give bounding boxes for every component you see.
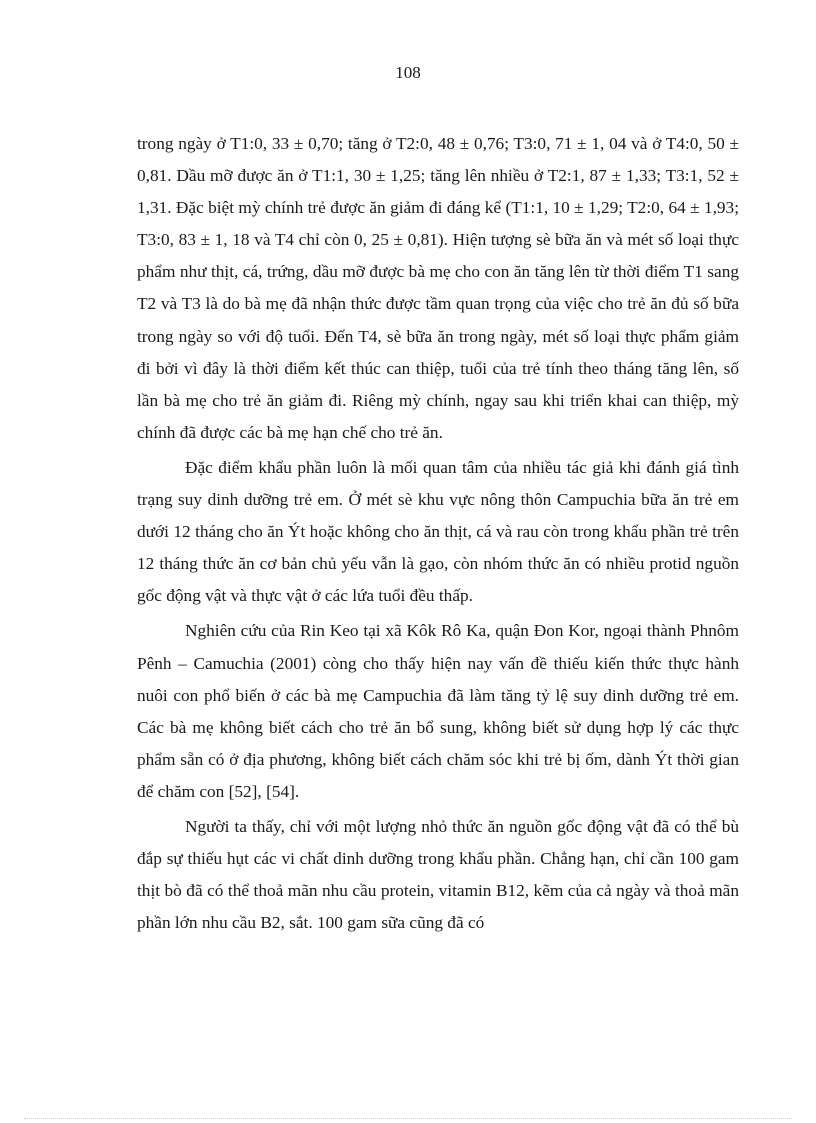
page-number: 108 [395,63,421,82]
paragraph-animal-food: Người ta thấy, chỉ với một lượng nhỏ thức ăn nguồn gốc động vật đã có thể bù đắp sự thiếu hụt các vi chất dinh dưỡng trong khẩu phần. Chẳng hạn, chỉ cần 100 gam thịt bò đã có thể thoả mãn nhu cầu protein, vitamin B12, kẽm của cả ngày và thoả mãn phần lớn nhu cầu B2, sắt. 100 gam sữa cũng đã có [137,816,739,933]
body-text [137,128,739,942]
paragraph-rin-keo-study: Nghiên cứu của Rin Keo tại xã Kôk Rô Ka, quận Đon Kor, ngoại thành Phnôm Pênh – Camuchia (2001) còng cho thấy hiện nay vấn đề thiếu kiến thức thực hành nuôi con phổ biến ở các bà mẹ Campuchia đã làm tăng tỷ lệ suy dinh dưỡng trẻ em. Các bà mẹ không biết cách cho trẻ ăn bổ sung, không biết sử dụng hợp lý các thực phẩm sẵn có ở địa phương, không biết cách chăm sóc khi trẻ bị ốm, dành Ýt thời gian để chăm con [52], [54]. [137,621,739,801]
page-bottom-divider [24,1118,792,1119]
paragraph-diet-characteristics: Đặc điểm khẩu phần luôn là mối quan tâm của nhiều tác giả khi đánh giá tình trạng suy dinh dưỡng trẻ em. Ở mét sè khu vực nông thôn Campuchia bữa ăn trẻ em dưới 12 tháng cho ăn Ýt hoặc không cho ăn thịt, cá và rau còn trong khẩu phần trẻ trên 12 tháng thức ăn cơ bản chủ yếu vẫn là gạo, còn nhóm thức ăn có nhiều protid nguồn gốc động vật và thực vật ở các lứa tuổi đều thấp. [137,457,739,606]
paragraph-continued: trong ngày ở T1:0, 33 ± 0,70; tăng ở T2:0, 48 ± 0,76; T3:0, 71 ± 1, 04 và ở T4:0, 50 ± 0,81. Dầu mỡ được ăn ở T1:1, 30 ± 1,25; tăng lên nhiều ở T2:1, 87 ± 1,33; T3:1, 52 ± 1,31. Đặc biệt mỳ chính trẻ được ăn giảm đi đáng kể (T1:1, 10 ± 1,29; T2:0, 64 ± 1,93; T3:0, 83 ± 1, 18 và T4 chỉ còn 0, 25 ± 0,81). Hiện tượng sè bữa ăn và mét số loại thực phẩm như thịt, cá, trứng, dầu mỡ được bà mẹ cho con ăn tăng lên từ thời điểm T1 sang T2 và T3 là do bà mẹ đã nhận thức được tầm quan trọng của việc cho trẻ ăn đủ số bữa trong ngày so với độ tuổi. Đến T4, sè bữa ăn trong ngày, mét số loại thực phẩm giảm đi bởi vì đây là thời điểm kết thúc can thiệp, tuổi của trẻ tính theo tháng tăng lên, số lần bà mẹ cho trẻ ăn giảm đi. Riêng mỳ chính, ngay sau khi triển khai can thiệp, mỳ chính đã được các bà mẹ hạn chế cho trẻ ăn. [137,134,739,442]
